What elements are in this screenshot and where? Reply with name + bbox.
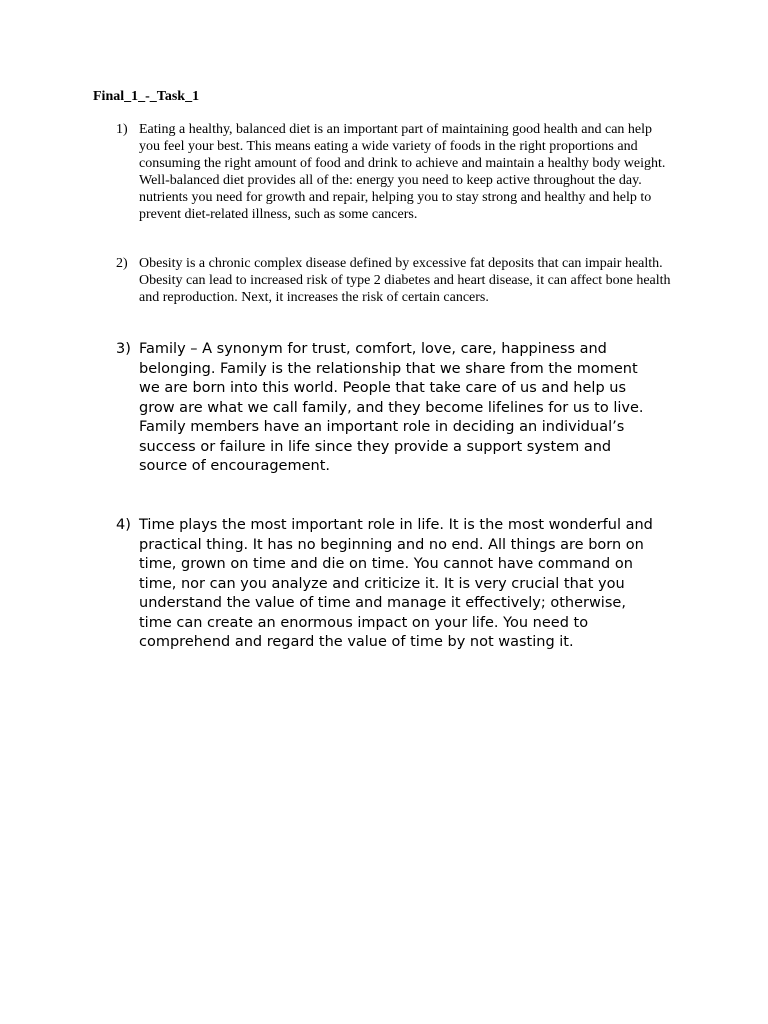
list-item-number: 2) [116,256,128,271]
list-item [116,255,676,306]
list-item-text: Obesity is a chronic complex disease defined by excessive fat deposits that can impair health. Obesity can lead to increased risk of type 2 diabetes and heart disease, it can affect bone health and reproduction. Next, it increases the risk of certain cancers. [139,256,671,305]
list-item-text: Eating a healthy, balanced diet is an important part of maintaining good health and can help you feel your best. This means eating a wide variety of foods in the right proportions and consuming the right amount of food and drink to achieve and maintain a healthy body weight. Well-balanced diet provides all of the: energy you need to keep active throughout the day. nutrients you need for growth and repair, helping you to stay strong and healthy and help to prevent diet-related illness, such as some cancers. [139,122,666,222]
list-item-text: Time plays the most important role in life. It is the most wonderful and practical thing. It has no beginning and no end. All things are born on time, grown on time and die on time. You cannot have command on time, nor can you analyze and criticize it. It is very crucial that you understand the value of time and manage it effectively; otherwise, time can create an enormous impact on your life. You need to comprehend and regard the value of time by not wasting it. [139,517,653,650]
document-title: Final_1_-_Task_1 [93,89,200,104]
list-item [116,121,676,223]
list-item-number: 4) [116,517,131,533]
list-item-number: 3) [116,341,131,357]
list-item [116,340,646,477]
list-item-text: Family – A synonym for trust, comfort, love, care, happiness and belonging. Family is the relationship that we share from the moment we are born into this world. People that take care of us and help us grow are what we call family, and they become lifelines for us to live. Family members have an important role in deciding an individual’s success or failure in life since they provide a support system and source of encouragement. [139,341,644,474]
list-item-number: 1) [116,122,128,137]
list-item [116,516,661,653]
